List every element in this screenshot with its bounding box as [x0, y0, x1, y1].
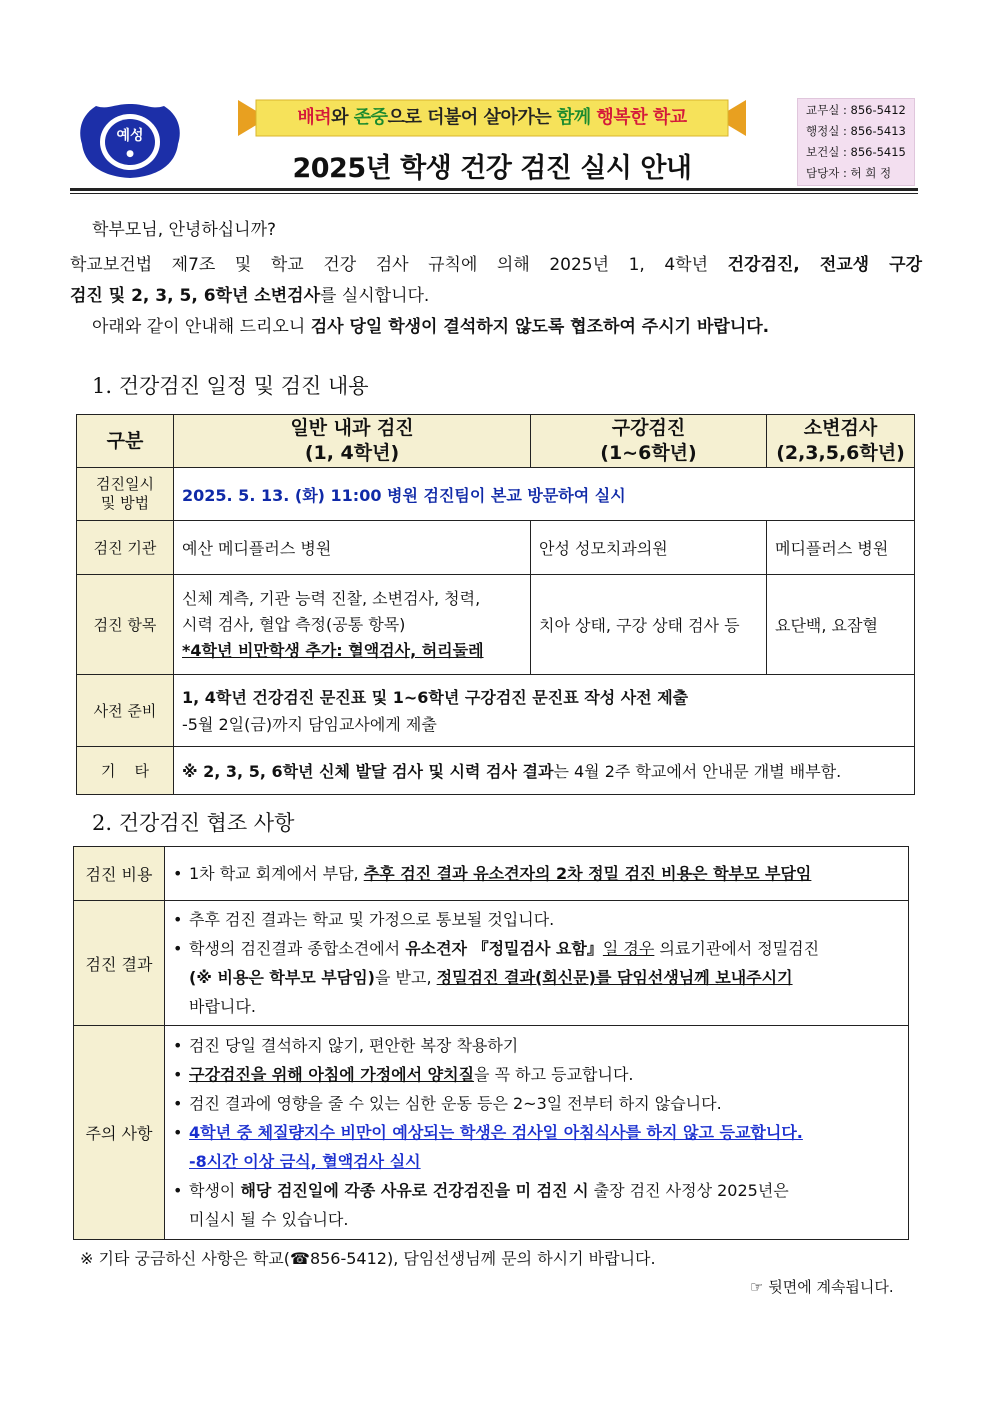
section-title: 1. 건강검진 일정 및 검진 내용 [92, 374, 369, 398]
cell: 안성 성모치과의원 [531, 521, 767, 575]
cell: 메디플러스 병원 [767, 521, 915, 575]
row-label: 검진 항목 [77, 575, 174, 675]
page-title: 2025년 학생 건강 검진 실시 안내 [292, 153, 692, 184]
contact-line: 담당자 : 허 희 정 [806, 166, 892, 180]
table-row [77, 747, 915, 795]
slogan-text: 배려와 존중으로 더불어 살아가는 함께 행복한 학교 [297, 107, 687, 128]
cell: 예산 메디플러스 병원 [174, 521, 531, 575]
row-label: 기 타 [77, 747, 174, 795]
header-cell: 소변검사 (2,3,5,6학년) [767, 415, 915, 468]
row-label: 검진 기관 [77, 521, 174, 575]
cell: • 추후 검진 결과는 학교 및 가정으로 통보될 것입니다. • 학생의 검진결과 종합소견에서 유소견자 『정밀검사 요함』일 경우 의료기관에서 정밀검진 (※ 비용은 학부모 부담임)을 받고, 정밀검진 결과(회신문)를 담임선생님께 보내주시기 바랍니다. [165, 901, 909, 1026]
table-row [77, 575, 915, 675]
header-divider [70, 188, 918, 191]
table-row [74, 901, 909, 1026]
header-cell: 구강검진 (1~6학년) [531, 415, 767, 468]
cell: 치아 상태, 구강 상태 검사 등 [531, 575, 767, 675]
contact-line: 행정실 : 856-5413 [806, 124, 906, 138]
greeting: 학부모님, 안녕하십니까? [92, 220, 277, 240]
contact-box [797, 98, 915, 186]
continue-note: ☞ 뒷면에 계속됩니다. [750, 1278, 894, 1296]
schedule-table [76, 414, 915, 795]
cell: 1, 4학년 건강검진 문진표 및 1~6학년 구강검진 문진표 작성 사전 제출 -5월 2일(금)까지 담임교사에게 제출 [174, 675, 915, 747]
table-row [77, 415, 915, 468]
table-row [77, 468, 915, 521]
row-label: 사전 준비 [77, 675, 174, 747]
table-row [74, 847, 909, 901]
section-title: 2. 건강검진 협조 사항 [92, 811, 295, 835]
row-label: 주의 사항 [74, 1026, 165, 1240]
row-label: 검진 결과 [74, 901, 165, 1026]
date-value: 2025. 5. 13. (화) 11:00 병원 검진팀이 본교 방문하여 실시 [174, 468, 915, 521]
logo-text: 예성 [116, 128, 144, 144]
cell: • 1차 학교 회계에서 부담, 추후 검진 결과 유소견자의 2차 정밀 검진 비용은 학부모 부담임 [165, 847, 909, 901]
school-logo [78, 102, 182, 180]
header-divider-thin [70, 193, 918, 194]
svg-text:●: ● [126, 149, 134, 159]
cell: ※ 2, 3, 5, 6학년 신체 발달 검사 및 시력 검사 결과는 4월 2주 학교에서 안내문 개별 배부함. [174, 747, 915, 795]
header-cell: 일반 내과 검진 (1, 4학년) [174, 415, 531, 468]
contact-line: 교무실 : 856-5412 [806, 103, 906, 117]
intro-line: 아래와 같이 안내해 드리오니 검사 당일 학생이 결석하지 않도록 협조하여 주시기 바랍니다. [92, 317, 770, 337]
cell: • 검진 당일 결석하지 않기, 편안한 복장 착용하기 • 구강검진을 위해 아침에 가정에서 양치질을 꼭 하고 등교합니다. • 검진 결과에 영향을 줄 수 있는 심한 운동 등은 2~3일 전부터 하지 않습니다. • 4학년 중 체질량지수 비만이 예상되는 학생은 검사일 아침식사를 하지 않고 등교합니다. -8시간 이상 금식, 혈액검사 실시 • 학생이 해당 검진일에 각종 사유로 건강검진을 미 검진 시 출장 검진 사정상 2025년은 미실시 될 수 있습니다. [165, 1026, 909, 1240]
table-row [74, 1026, 909, 1240]
table-row [77, 675, 915, 747]
row-label: 검진 비용 [74, 847, 165, 901]
cell: 신체 계측, 기관 능력 진찰, 소변검사, 청력, 시력 검사, 혈압 측정(공통 항목) *4학년 비만학생 추가: 혈액검사, 허리둘레 [174, 575, 531, 675]
intro-line: 검진 및 2, 3, 5, 6학년 소변검사를 실시합니다. [70, 286, 430, 306]
cell: 요단백, 요잠혈 [767, 575, 915, 675]
cooperation-table [73, 846, 909, 1240]
table-row [77, 521, 915, 575]
footer-note: ※ 기타 궁금하신 사항은 학교(☎856-5412), 담임선생님께 문의 하시기 바랍니다. [80, 1249, 656, 1268]
header-cell: 구분 [77, 415, 174, 468]
row-label: 검진일시 및 방법 [77, 468, 174, 521]
contact-line: 보건실 : 856-5415 [806, 145, 906, 159]
intro-line: 학교보건법 제7조 및 학교 건강 검사 규칙에 의해 2025년 1, 4학년 건강검진, 전교생 구강 [70, 255, 923, 275]
